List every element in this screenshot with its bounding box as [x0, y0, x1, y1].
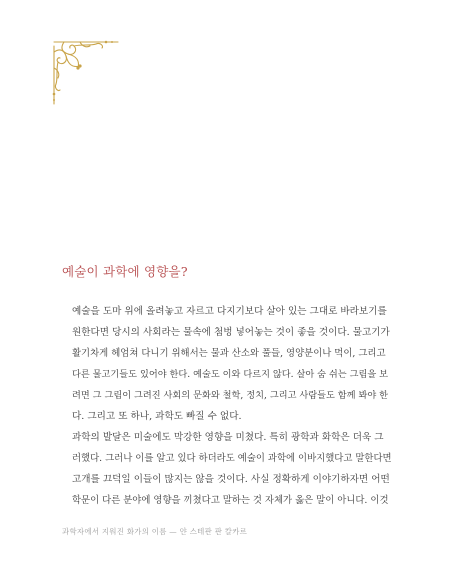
- paragraph: [62, 301, 392, 427]
- text-line: 과학의 발달은 미술에도 막강한 영향을 미쳤다. 특히 광학과 화학은 더욱 그: [72, 432, 384, 443]
- running-footer: 과학자에서 지워진 화가의 이름 — 얀 스테판 판 칼카르: [62, 527, 248, 536]
- text-line: 예술을 도마 위에 올려놓고 자르고 다지기보다 살아 있는 그대로 바라보기를: [72, 306, 387, 317]
- text-line: 다른 물고기들도 있어야 한다. 예술도 이와 다르지 않다. 살아 숨 쉬는 그림을 보: [72, 369, 389, 380]
- text-line: 다. 그리고 또 하나, 과학도 빠질 수 없다.: [72, 411, 242, 422]
- text-line: 러했다. 그러나 이를 알고 있다 하더라도 예술이 과학에 이바지했다고 말한다면: [72, 453, 392, 464]
- gold-flourish-corner-icon: [50, 38, 122, 110]
- text-line: 고개를 끄덕일 이들이 많지는 않을 것이다. 사실 정확하게 이야기하자면 어떤: [72, 474, 390, 485]
- paragraph: [62, 427, 392, 511]
- body-text: [62, 301, 392, 511]
- text-line: 활기차게 헤엄쳐 다니기 위해서는 물과 산소와 풀들, 영양분이나 먹이, 그리고: [72, 348, 386, 359]
- text-line: 원한다면 당시의 사회라는 물속에 첨벙 넣어놓는 것이 좋을 것이다. 물고기가: [72, 327, 390, 338]
- section-heading: 예술이 과학에 영향을?: [62, 264, 188, 279]
- text-line: 학문이 다른 분야에 영향을 끼쳤다고 말하는 것 자체가 옳은 말이 아니다. 이것: [72, 495, 389, 506]
- text-line: 려면 그 그림이 그려진 사회의 문화와 철학, 정치, 그리고 사람들도 함께 봐야 한: [72, 390, 389, 401]
